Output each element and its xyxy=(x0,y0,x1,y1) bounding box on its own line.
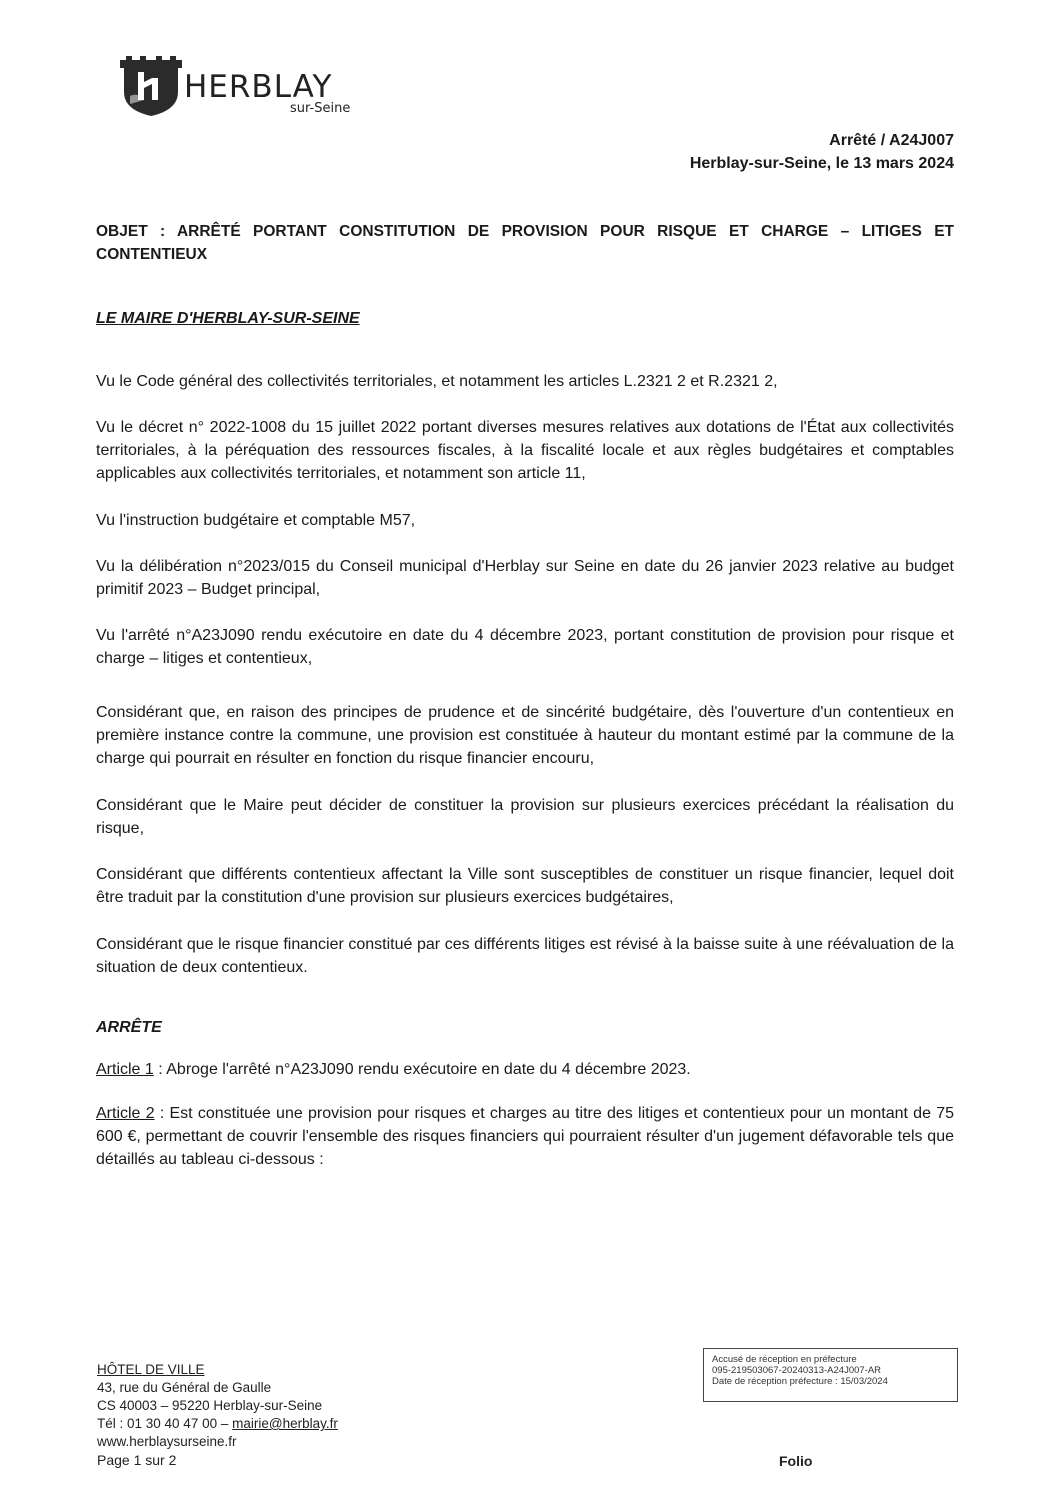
folio-label: Folio xyxy=(779,1453,813,1469)
arrete-heading: ARRÊTE xyxy=(96,1019,162,1036)
article-2-text: : Est constituée une provision pour risques et charges au titre des litiges et contentieux pour un montant de 75 600 €, permettant de couvrir l'ensemble des risques financiers qui pourraient résulter d'un jugement défavorable tels que détaillés au tableau ci-dessous : xyxy=(96,1105,955,1168)
stamp-line: 095-219503067-20240313-A24J007-AR xyxy=(712,1365,882,1376)
reference-number: Arrêté / A24J007 xyxy=(829,132,954,149)
footer-email-link[interactable]: mairie@herblay.fr xyxy=(232,1416,338,1431)
considerant-paragraph: Considérant que différents contentieux affectant la Ville sont susceptibles de constituer un risque financier, lequel doit être traduit par la constitution d'une provision sur plusieurs exercices budgétaires, xyxy=(96,866,954,906)
visa-paragraph: Vu l'instruction budgétaire et comptable M57, xyxy=(96,512,416,529)
footer-title: HÔTEL DE VILLE xyxy=(97,1362,205,1377)
footer-phone: Tél : 01 30 40 47 00 – xyxy=(97,1416,233,1431)
page-number: Page 1 sur 2 xyxy=(97,1452,177,1468)
mayor-heading: LE MAIRE D'HERBLAY-SUR-SEINE xyxy=(96,310,360,327)
logo-name: HERBLAY xyxy=(184,69,333,105)
article-1-text: : Abroge l'arrêté n°A23J090 rendu exécutoire en date du 4 décembre 2023. xyxy=(153,1061,691,1078)
visa-paragraph: Vu le décret n° 2022-1008 du 15 juillet 2022 portant diverses mesures relatives aux dotations de l'État aux collectivités territoriales, à la péréquation des ressources fiscales, à la fiscalité locale et aux règles budgétaires et comptables applicables aux collectivités territoriales, et notamment son article 11, xyxy=(96,419,954,482)
footer-contact xyxy=(97,1415,338,1433)
article-2-label: Article 2 xyxy=(96,1105,155,1122)
document-reference-block xyxy=(690,129,954,175)
visa-paragraph: Vu la délibération n°2023/015 du Conseil municipal d'Herblay sur Seine en date du 26 janvier 2023 relative au budget primitif 2023 – Budget principal, xyxy=(96,558,954,598)
visa-paragraph: Vu le Code général des collectivités territoriales, et notamment les articles L.2321 2 et R.2321 2, xyxy=(96,373,778,390)
article-2 xyxy=(96,1102,954,1171)
visa-paragraph: Vu l'arrêté n°A23J090 rendu exécutoire en date du 4 décembre 2023, portant constitution de provision pour risque et charge – litiges et contentieux, xyxy=(96,627,954,667)
article-1-label: Article 1 xyxy=(96,1061,154,1078)
subject-heading: OBJET : ARRÊTÉ PORTANT CONSTITUTION DE PROVISION POUR RISQUE ET CHARGE – LITIGES ET CONTENTIEUX xyxy=(96,223,954,263)
considerant-paragraph: Considérant que, en raison des principes de prudence et de sincérité budgétaire, dès l'ouverture d'un contentieux en première instance contre la commune, une provision est constituée à hauteur du montant estimé par la commune de la charge qui pourrait en résulter en fonction du risque financier encouru, xyxy=(96,704,954,767)
considerant-paragraph: Considérant que le risque financier constitué par ces différents litiges est révisé à la baisse suite à une réévaluation de la situation de deux contentieux. xyxy=(96,936,954,976)
city-crest-icon xyxy=(118,56,184,118)
footer-address-line: 43, rue du Général de Gaulle xyxy=(97,1380,272,1395)
prefecture-receipt-stamp xyxy=(703,1348,958,1402)
stamp-line: Date de réception préfecture : 15/03/2024 xyxy=(712,1376,888,1387)
footer-website[interactable]: www.herblaysurseine.fr xyxy=(97,1434,237,1449)
article-1 xyxy=(96,1058,954,1081)
logo-subtitle: sur-Seine xyxy=(290,101,351,116)
place-and-date: Herblay-sur-Seine, le 13 mars 2024 xyxy=(689,155,954,172)
footer-address xyxy=(97,1361,338,1451)
herblay-logo xyxy=(118,56,368,118)
stamp-line: Accusé de réception en préfecture xyxy=(712,1354,857,1365)
considerant-paragraph: Considérant que le Maire peut décider de constituer la provision sur plusieurs exercices précédant la réalisation du risque, xyxy=(96,797,954,837)
footer-address-line: CS 40003 – 95220 Herblay-sur-Seine xyxy=(97,1398,323,1413)
